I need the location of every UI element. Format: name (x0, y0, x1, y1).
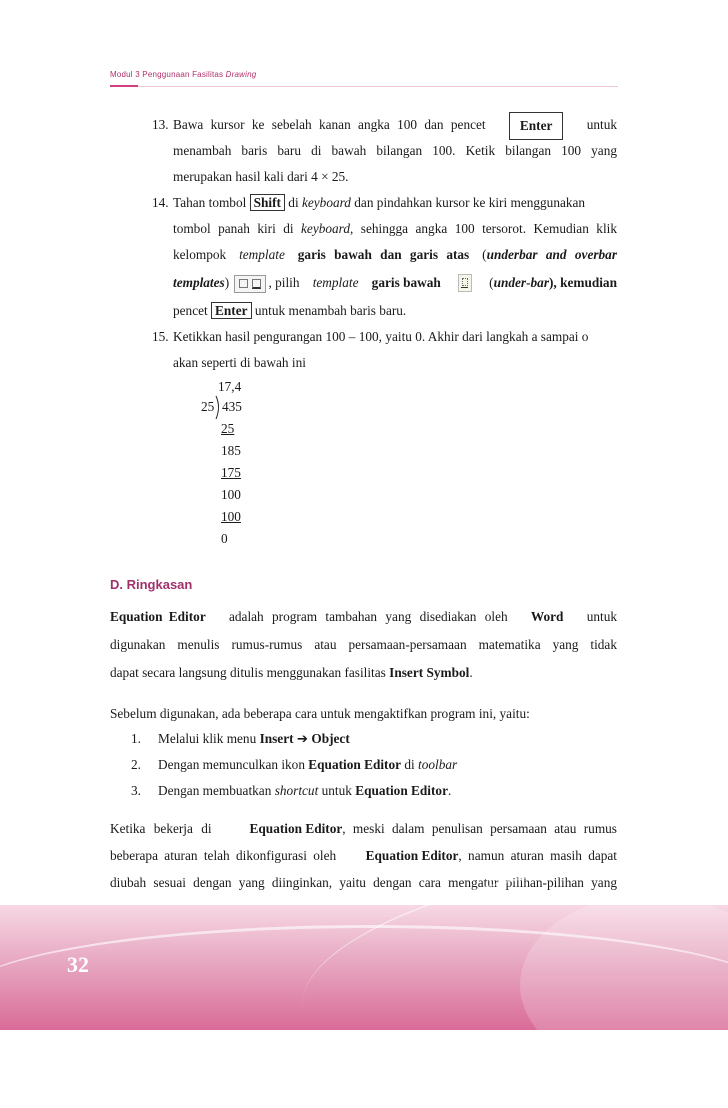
summary-p1-line-1: Equation Editor adalah program tambahan yang disediakan oleh Word untuk (110, 609, 617, 624)
list-item-2: Dengan memunculkan ikon Equation Editor di toolbar (158, 757, 458, 772)
summary-p1-line-3: dapat secara langsung ditulis menggunakan fasilitas Insert Symbol. (110, 665, 473, 680)
division-row: 175 (221, 465, 241, 480)
step-13-line-1: Bawa kursor ke sebelah kanan angka 100 dan pencet Enter untuk (173, 112, 617, 140)
header-rule (110, 86, 618, 87)
division-quotient: 17,4 (218, 379, 242, 394)
underbar-overbar-template-icon (234, 275, 266, 293)
step-14-number: 14. (152, 195, 169, 210)
step-14-line-2: tombol panah kiri di keyboard, sehingga angka 100 tersorot. Kemudian klik (173, 221, 617, 236)
under-bar-icon (458, 274, 472, 292)
division-row: 100 (221, 509, 241, 524)
shift-key: Shift (250, 194, 285, 211)
step-15-number: 15. (152, 329, 169, 344)
division-row: 100 (221, 487, 241, 502)
step-13-number: 13. (152, 117, 169, 132)
page-footer-band (0, 905, 728, 1030)
running-header: Modul 3 Penggunaan Fasilitas Drawing (110, 70, 257, 79)
division-row: 0 (221, 531, 228, 546)
list-item-1-number: 1. (131, 731, 141, 746)
list-item-1: Melalui klik menu Insert ➔ Object (158, 731, 350, 747)
step-14-line-3: kelompok template garis bawah dan garis atas (underbar and overbar (173, 247, 617, 262)
step-14-line-1: Tahan tombol Shift di keyboard dan pindahkan kursor ke kiri menggunakan (173, 195, 586, 210)
list-item-2-number: 2. (131, 757, 141, 772)
list-item-3: Dengan membuatkan shortcut untuk Equation Editor. (158, 783, 452, 798)
page-number: 32 (67, 952, 89, 977)
step-14-line-4: templates) , pilih template garis bawah (under-bar), kemudian (173, 270, 617, 296)
header-rule-accent (110, 85, 138, 87)
summary-p3-line-2: beberapa aturan telah dikonfigurasi oleh Equation Editor, namun aturan masih dapat (110, 848, 617, 863)
step-13-line-3: merupakan hasil kali dari 4 × 25. (173, 169, 349, 184)
division-row: 185 (221, 443, 241, 458)
enter-key: Enter (509, 112, 564, 140)
right-arrow-icon: ➔ (296, 732, 309, 747)
enter-key-2: Enter (211, 302, 252, 319)
step-15-line-1: Ketikkan hasil pengurangan 100 – 100, yaitu 0. Akhir dari langkah a sampai o (173, 329, 589, 344)
summary-p1-line-2: digunakan menulis rumus-rumus atau persamaan-persamaan matematika yang tidak (110, 637, 617, 652)
step-15-line-2: akan seperti di bawah ini (173, 355, 306, 370)
list-item-3-number: 3. (131, 783, 141, 798)
step-14-line-5: pencet Enter untuk menambah baris baru. (173, 303, 407, 318)
summary-p3-line-1: Ketika bekerja di Equation Editor, meski dalam penulisan persamaan atau rumus (110, 821, 617, 836)
division-dividend: 435 (222, 399, 242, 414)
division-row: 25 (221, 421, 235, 436)
section-title: D. Ringkasan (110, 577, 193, 592)
summary-p2: Sebelum digunakan, ada beberapa cara untuk mengaktifkan program ini, yaitu: (110, 706, 530, 721)
step-13-line-2: menambah baris baru di bawah bilangan 100. Ketik bilangan 100 yang (173, 143, 617, 158)
summary-p3-line-3: diubah sesuai dengan yang diinginkan, yaitu dengan cara mengatur pilihan-pilihan yang (110, 875, 617, 890)
division-divisor: 25 (201, 399, 215, 414)
